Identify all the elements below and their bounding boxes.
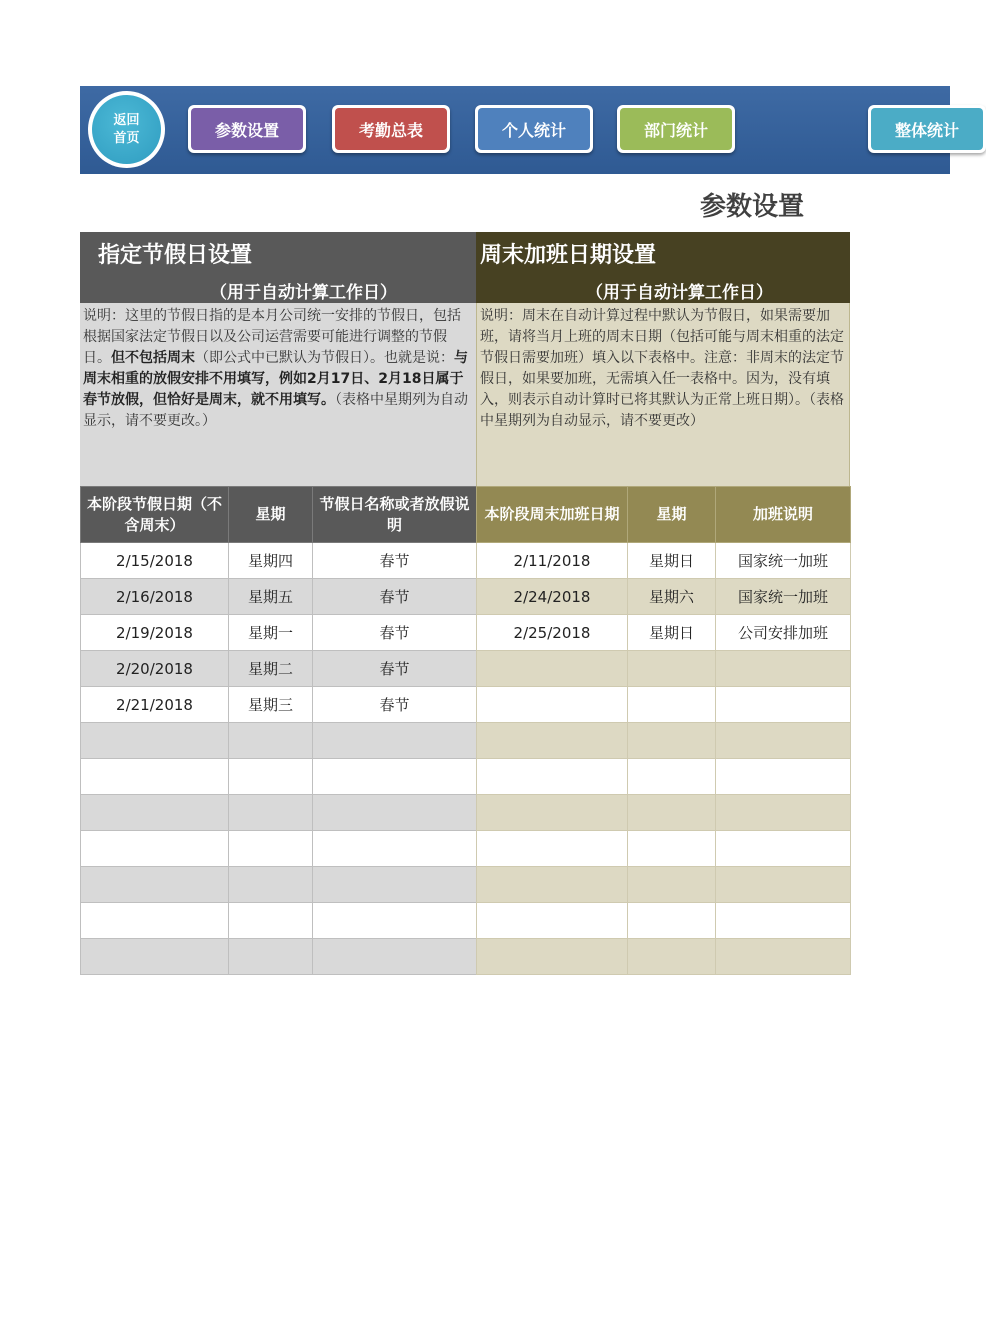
nav-button-label: 考勤总表 <box>335 108 447 150</box>
table-cell[interactable] <box>229 795 313 831</box>
table-cell[interactable]: 星期日 <box>628 615 716 651</box>
table-cell[interactable]: 2/24/2018 <box>477 579 628 615</box>
table-cell[interactable] <box>716 795 851 831</box>
table-row <box>81 795 477 831</box>
weekend-title: 周末加班日期设置 <box>480 243 657 268</box>
table-cell[interactable] <box>81 831 229 867</box>
table-row <box>81 903 477 939</box>
table-header-row <box>81 487 477 543</box>
table-cell[interactable] <box>81 939 229 975</box>
table-cell[interactable] <box>313 723 477 759</box>
table-cell[interactable]: 国家统一加班 <box>716 543 851 579</box>
nav-button-label: 部门统计 <box>620 108 732 150</box>
table-cell[interactable]: 星期三 <box>229 687 313 723</box>
table-row <box>477 939 851 975</box>
table-cell[interactable] <box>477 687 628 723</box>
table-row <box>477 543 851 579</box>
table-cell[interactable] <box>716 867 851 903</box>
table-row <box>477 651 851 687</box>
holiday-title: 指定节假日设置 <box>98 243 253 268</box>
table-cell[interactable] <box>229 939 313 975</box>
table-cell[interactable] <box>313 939 477 975</box>
table-cell[interactable] <box>477 939 628 975</box>
table-row <box>81 759 477 795</box>
table-cell[interactable]: 国家统一加班 <box>716 579 851 615</box>
table-cell[interactable] <box>229 867 313 903</box>
table-cell[interactable] <box>628 651 716 687</box>
table-cell[interactable]: 春节 <box>313 687 477 723</box>
table-row <box>477 759 851 795</box>
table-cell[interactable] <box>477 831 628 867</box>
table-row <box>81 543 477 579</box>
table-cell[interactable]: 星期二 <box>229 651 313 687</box>
table-cell[interactable]: 星期六 <box>628 579 716 615</box>
table-cell[interactable]: 春节 <box>313 579 477 615</box>
table-row <box>81 615 477 651</box>
table-cell[interactable] <box>628 867 716 903</box>
table-cell[interactable] <box>313 831 477 867</box>
table-cell[interactable] <box>716 687 851 723</box>
table-cell[interactable] <box>628 795 716 831</box>
table-row <box>81 651 477 687</box>
table-row <box>81 867 477 903</box>
table-cell[interactable] <box>628 759 716 795</box>
holiday-table <box>80 486 477 975</box>
table-header-row <box>477 487 851 543</box>
table-cell[interactable] <box>716 651 851 687</box>
nav-button-personal[interactable] <box>475 105 593 153</box>
table-cell[interactable]: 星期一 <box>229 615 313 651</box>
table-cell[interactable] <box>477 723 628 759</box>
table-cell[interactable] <box>628 687 716 723</box>
desc-bold: 但不包括周末 <box>111 350 195 366</box>
table-cell[interactable] <box>229 723 313 759</box>
desc-text: （即公式中已默认为节假日）。也就是说： <box>195 350 454 366</box>
table-cell[interactable]: 2/19/2018 <box>81 615 229 651</box>
table-cell[interactable] <box>628 903 716 939</box>
table-cell[interactable] <box>716 759 851 795</box>
table-row <box>81 687 477 723</box>
table-row <box>477 903 851 939</box>
table-cell[interactable] <box>477 651 628 687</box>
table-row <box>81 831 477 867</box>
table-cell[interactable] <box>81 795 229 831</box>
table-row <box>81 939 477 975</box>
holiday-subtitle: （用于自动计算工作日） <box>210 283 397 303</box>
holiday-panel-header <box>80 232 476 303</box>
table-cell[interactable] <box>477 759 628 795</box>
table-row <box>477 831 851 867</box>
table-row <box>477 579 851 615</box>
nav-button-label: 参数设置 <box>191 108 303 150</box>
table-cell[interactable] <box>716 939 851 975</box>
table-cell[interactable]: 星期五 <box>229 579 313 615</box>
home-button-face <box>92 95 161 164</box>
desc-bold: 与周末相重的放假安排不用填写，例如2月17日、2月18日属于春节放假，但恰好是周末，就不用填写。 <box>83 350 468 408</box>
home-label-line1: 返回 <box>113 112 140 128</box>
nav-button-department[interactable] <box>617 105 735 153</box>
table-cell[interactable] <box>81 903 229 939</box>
nav-bar <box>80 86 959 174</box>
table-cell[interactable] <box>229 903 313 939</box>
table-row <box>477 795 851 831</box>
weekend-table <box>476 486 851 975</box>
weekend-panel-header <box>476 232 850 303</box>
home-button[interactable] <box>88 91 165 168</box>
table-cell[interactable] <box>229 759 313 795</box>
desc-text: （表格中星期列为自动显示，请不要更改。） <box>83 392 468 429</box>
table-row <box>477 867 851 903</box>
column-header: 星期 <box>628 487 716 543</box>
table-cell[interactable]: 星期日 <box>628 543 716 579</box>
nav-button-overall[interactable] <box>868 105 986 153</box>
table-cell[interactable] <box>716 723 851 759</box>
table-cell[interactable] <box>477 903 628 939</box>
desc-text: 说明：这里的节假日指的是本月公司统一安排的节假日，包括根据国家法定节假日以及公司运营需要可能进行调整的节假日。 <box>83 308 461 366</box>
page-title: 参数设置 <box>700 192 805 222</box>
table-row <box>477 723 851 759</box>
table-cell[interactable]: 星期四 <box>229 543 313 579</box>
table-row <box>81 723 477 759</box>
table-cell[interactable] <box>477 867 628 903</box>
table-cell[interactable] <box>628 939 716 975</box>
weekend-subtitle: （用于自动计算工作日） <box>586 283 773 303</box>
table-cell[interactable] <box>81 723 229 759</box>
table-cell[interactable]: 2/11/2018 <box>477 543 628 579</box>
table-cell[interactable] <box>313 795 477 831</box>
table-cell[interactable] <box>229 831 313 867</box>
table-cell[interactable]: 2/15/2018 <box>81 543 229 579</box>
table-cell[interactable]: 2/25/2018 <box>477 615 628 651</box>
weekend-panel <box>476 232 850 486</box>
table-cell[interactable] <box>716 831 851 867</box>
table-cell[interactable]: 2/20/2018 <box>81 651 229 687</box>
table-cell[interactable]: 春节 <box>313 543 477 579</box>
home-label-line2: 首页 <box>113 130 140 146</box>
table-cell[interactable]: 公司安排加班 <box>716 615 851 651</box>
table-cell[interactable] <box>628 723 716 759</box>
table-cell[interactable]: 2/21/2018 <box>81 687 229 723</box>
column-header: 本阶段周末加班日期 <box>477 487 628 543</box>
table-row <box>477 615 851 651</box>
weekend-description: 说明：周末在自动计算过程中默认为节假日，如果需要加班，请将当月上班的周末日期（包括可能与周末相重的法定节假日需要加班）填入以下表格中。注意：非周末的法定节假日，如果要加班，无需填入任一表格中。因为，没有填入，则表示自动计算时已将其默认为正常上班日期）。（表格中星期列为自动显示，请不要更改） <box>476 303 850 486</box>
nav-button-attendance[interactable] <box>332 105 450 153</box>
table-cell[interactable] <box>313 759 477 795</box>
table-cell[interactable] <box>716 903 851 939</box>
nav-button-params[interactable] <box>188 105 306 153</box>
column-header: 加班说明 <box>716 487 851 543</box>
table-cell[interactable]: 春节 <box>313 651 477 687</box>
table-cell[interactable]: 2/16/2018 <box>81 579 229 615</box>
table-cell[interactable] <box>81 867 229 903</box>
table-row <box>477 687 851 723</box>
nav-overflow-clip <box>868 86 959 174</box>
table-cell[interactable] <box>313 867 477 903</box>
table-cell[interactable] <box>313 903 477 939</box>
nav-button-label: 个人统计 <box>478 108 590 150</box>
table-cell[interactable] <box>477 795 628 831</box>
holiday-panel <box>80 232 476 486</box>
column-header: 星期 <box>229 487 313 543</box>
column-header: 本阶段节假日期（不含周末） <box>81 487 229 543</box>
table-cell[interactable]: 春节 <box>313 615 477 651</box>
holiday-description <box>80 303 476 486</box>
column-header: 节假日名称或者放假说明 <box>313 487 477 543</box>
table-cell[interactable] <box>628 831 716 867</box>
table-cell[interactable] <box>81 759 229 795</box>
table-row <box>81 579 477 615</box>
nav-button-label: 整体统计 <box>871 108 983 150</box>
